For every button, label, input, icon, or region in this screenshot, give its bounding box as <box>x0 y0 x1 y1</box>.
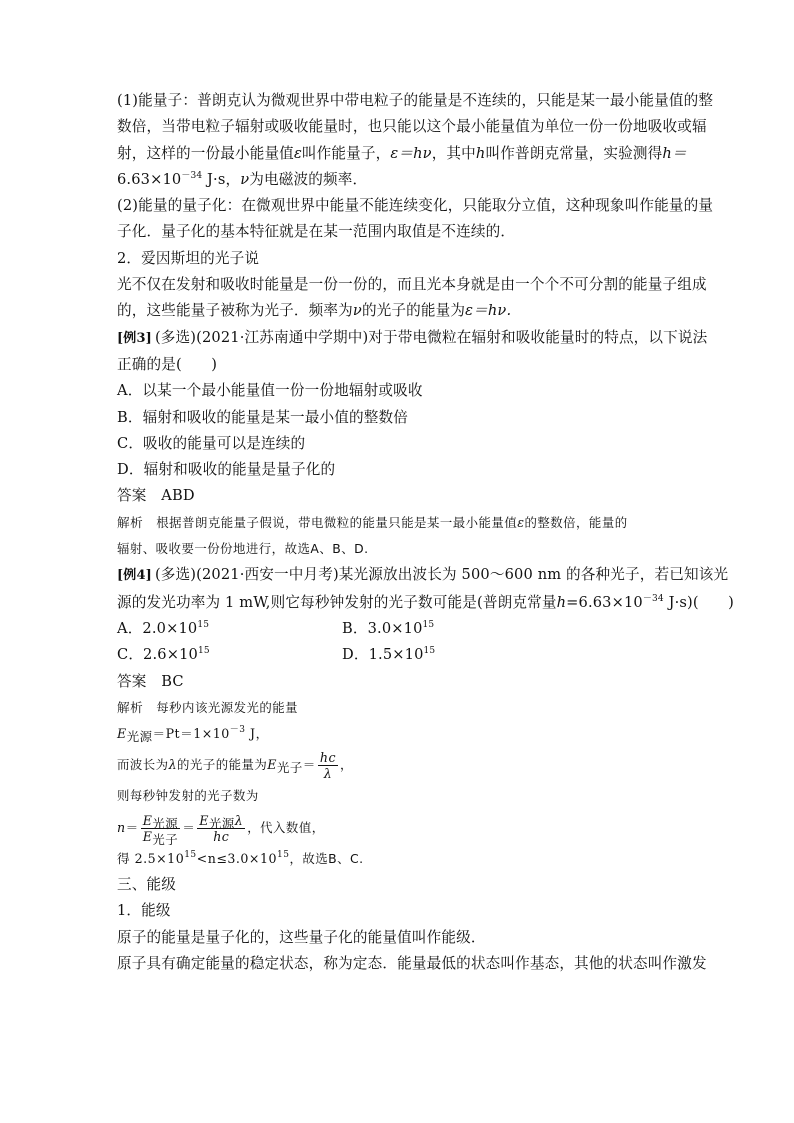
example4-option-a <box>117 616 342 642</box>
equals: ＝ <box>302 757 316 773</box>
example4-question-line2 <box>117 590 735 616</box>
analysis-label: 解析 <box>117 699 144 715</box>
energy-levels-subheading: 1．能级 <box>117 902 171 920</box>
quantum-p1-line2: 数倍，当带电粒子辐射或吸收能量时，也只能以这个最小能量值为单位一份一份地吸收或辐 <box>117 118 707 136</box>
text: ，其中 <box>431 144 476 162</box>
denominator <box>197 829 245 844</box>
lambda-symbol: λ <box>323 766 333 782</box>
numerator <box>141 813 180 829</box>
example4-answer <box>117 669 684 695</box>
text: A．2.0×10 <box>117 619 198 637</box>
h-symbol: h <box>556 593 567 611</box>
example3-option-d: D．辐射和吸收的能量是量子化的 <box>117 461 336 479</box>
example4-analysis-line1 <box>117 695 684 721</box>
text: C．2.6×10 <box>117 646 198 664</box>
nu-symbol: ν <box>240 170 250 188</box>
lambda-symbol: λ <box>234 812 244 828</box>
text: 的光子的能量为 <box>361 302 466 320</box>
text: ，故选B、C. <box>289 850 364 866</box>
answer-label: 答案 <box>117 672 147 690</box>
numerator <box>197 813 245 829</box>
h-symbol: h <box>475 144 486 162</box>
lambda-symbol: λ <box>168 757 178 773</box>
text: 而波长为 <box>117 757 169 773</box>
energy-symbol: E <box>267 757 277 773</box>
text: =6.63×10 <box>566 593 643 611</box>
text: 源的发光功率为 1 mW,则它每秒钟发射的光子数可能是(普朗克常量 <box>117 593 557 611</box>
example3-question-line2: 正确的是( ) <box>117 355 218 373</box>
exponent: －34 <box>642 593 664 604</box>
text: ，代入数值， <box>247 819 325 835</box>
example3-option-a: A．以某一个最小能量值一份一份地辐射或吸收 <box>117 382 423 400</box>
exponent: －34 <box>181 170 203 181</box>
quantum-p1-line1: (1)能量子：普朗克认为微观世界中带电粒子的能量是不连续的，只能是某一最小能量值的整 <box>117 92 714 109</box>
text: B．3.0×10 <box>342 619 423 637</box>
text: 的光子的能量为 <box>177 757 268 773</box>
answer-value: ABD <box>161 487 195 505</box>
fraction-e-lambda-over-hc <box>197 813 245 844</box>
example4-analysis-line6 <box>117 846 684 872</box>
exponent: －3 <box>229 725 246 736</box>
n-symbol: n <box>117 819 126 835</box>
energy-formula: ε＝hν <box>390 144 432 162</box>
denominator <box>141 828 180 847</box>
text: ＝Pt＝1×10 <box>152 726 230 742</box>
exponent: 15 <box>423 646 436 657</box>
example4-options-row2 <box>117 642 684 668</box>
example3-label: [例3] <box>117 330 152 346</box>
exponent: 15 <box>184 849 197 860</box>
example4-analysis-line3 <box>117 747 684 783</box>
subscript: 光源 <box>209 815 235 831</box>
exponent: 15 <box>422 619 435 630</box>
text: D．1.5×10 <box>342 646 424 664</box>
text: J·s， <box>202 170 241 188</box>
text: 叫作普朗克常量，实验测得 <box>485 144 663 162</box>
hc-symbol: hc <box>319 750 337 766</box>
example4-question-line1 <box>117 562 729 589</box>
example3-answer <box>117 483 684 509</box>
example3-analysis-line1 <box>117 510 684 536</box>
exponent: 15 <box>276 849 290 860</box>
text: 得 2.5×10 <box>117 850 185 866</box>
subscript: 光源 <box>152 815 179 831</box>
nu-symbol: ν <box>352 302 362 320</box>
energy-symbol: E <box>199 812 209 828</box>
text: 6.63×10 <box>117 170 182 188</box>
fraction-e-source-over-e-photon <box>141 812 180 847</box>
example3-question-line1 <box>117 325 708 352</box>
answer-label: 答案 <box>117 487 147 505</box>
text: 根据普朗克能量子假说，带电微粒的能量只能是某一最小能量值 <box>156 514 518 530</box>
energy-levels-line2: 原子具有确定能量的稳定状态，称为定态．能量最低的状态叫作基态，其他的状态叫作激发 <box>117 954 707 972</box>
example4-options-row1 <box>117 616 684 642</box>
example4-analysis-line5 <box>117 810 684 846</box>
text: (多选)(2021·江苏南通中学期中)对于带电微粒在辐射和吸收能量时的特点，以下说法 <box>154 328 708 346</box>
subscript: 光源 <box>126 729 153 745</box>
energy-symbol: E <box>142 828 153 844</box>
quantum-p2-line1: (2)能量的量子化：在微观世界中能量不能连续变化，只能取分立值，这种现象叫作能量的量 <box>117 197 714 215</box>
example4-option-d <box>342 642 567 668</box>
text: 射，这样的一份最小能量值 <box>117 144 294 162</box>
text: J， <box>245 726 269 742</box>
exponent: 15 <box>197 646 210 657</box>
epsilon-symbol: ε <box>293 144 302 162</box>
example3-option-c: C．吸收的能量可以是连续的 <box>117 434 306 452</box>
text: (多选)(2021·西安一中月考)某光源放出波长为 500～600 nm 的各种光子，若已知该光 <box>154 566 729 584</box>
energy-symbol: E <box>117 726 127 742</box>
text: J·s)( ) <box>663 593 735 611</box>
text: 的，这些能量子被称为光子．频率为 <box>117 302 353 320</box>
fraction-hc-over-lambda <box>318 750 338 781</box>
einstein-line2 <box>117 298 684 324</box>
equals: ＝ <box>125 819 139 835</box>
text: <n≤3.0×10 <box>196 850 277 866</box>
example4-label: [例4] <box>117 568 152 584</box>
einstein-heading: 2．爱因斯坦的光子说 <box>117 249 260 267</box>
text: 每秒内该光源发光的能量 <box>156 699 299 715</box>
quantum-p1-line3 <box>117 141 687 167</box>
example4-option-c <box>117 642 342 668</box>
exponent: 15 <box>197 619 210 630</box>
hc-symbol: hc <box>213 828 230 844</box>
subscript: 光子 <box>276 760 303 776</box>
text: 叫作能量子， <box>301 144 391 162</box>
epsilon-symbol: ε <box>517 514 525 530</box>
analysis-label: 解析 <box>117 514 144 530</box>
numerator <box>318 750 338 766</box>
subscript: 光子 <box>152 831 179 847</box>
example4-analysis-line4: 则每秒钟发射的光子数为 <box>117 788 259 804</box>
energy-levels-heading: 三、能级 <box>117 876 176 894</box>
example3-analysis-line2: 辐射、吸收要一份份地进行，故选A、B、D. <box>117 541 369 557</box>
quantum-p2-line2: 子化．量子化的基本特征就是在某一范围内取值是不连续的． <box>117 223 516 241</box>
h-equals: h＝ <box>662 144 687 162</box>
example4-analysis-line2 <box>117 721 684 747</box>
energy-levels-line1: 原子的能量是量子化的，这些量子化的能量值叫作能级． <box>117 928 486 946</box>
quantum-p1-line4 <box>117 167 684 193</box>
text: 的整数倍，能量的 <box>524 514 628 530</box>
text: 为电磁波的频率． <box>249 170 368 188</box>
energy-symbol: E <box>142 812 153 828</box>
photon-energy-formula: ε＝hν. <box>465 302 512 320</box>
example4-option-b <box>342 616 567 642</box>
answer-value: BC <box>161 672 184 690</box>
einstein-line1: 光不仅在发射和吸收时能量是一份一份的，而且光本身就是由一个个不可分割的能量子组成 <box>117 276 707 294</box>
text: ， <box>340 757 354 773</box>
equals: ＝ <box>182 819 196 835</box>
example3-option-b: B．辐射和吸收的能量是某一最小值的整数倍 <box>117 408 409 426</box>
denominator <box>318 766 338 781</box>
